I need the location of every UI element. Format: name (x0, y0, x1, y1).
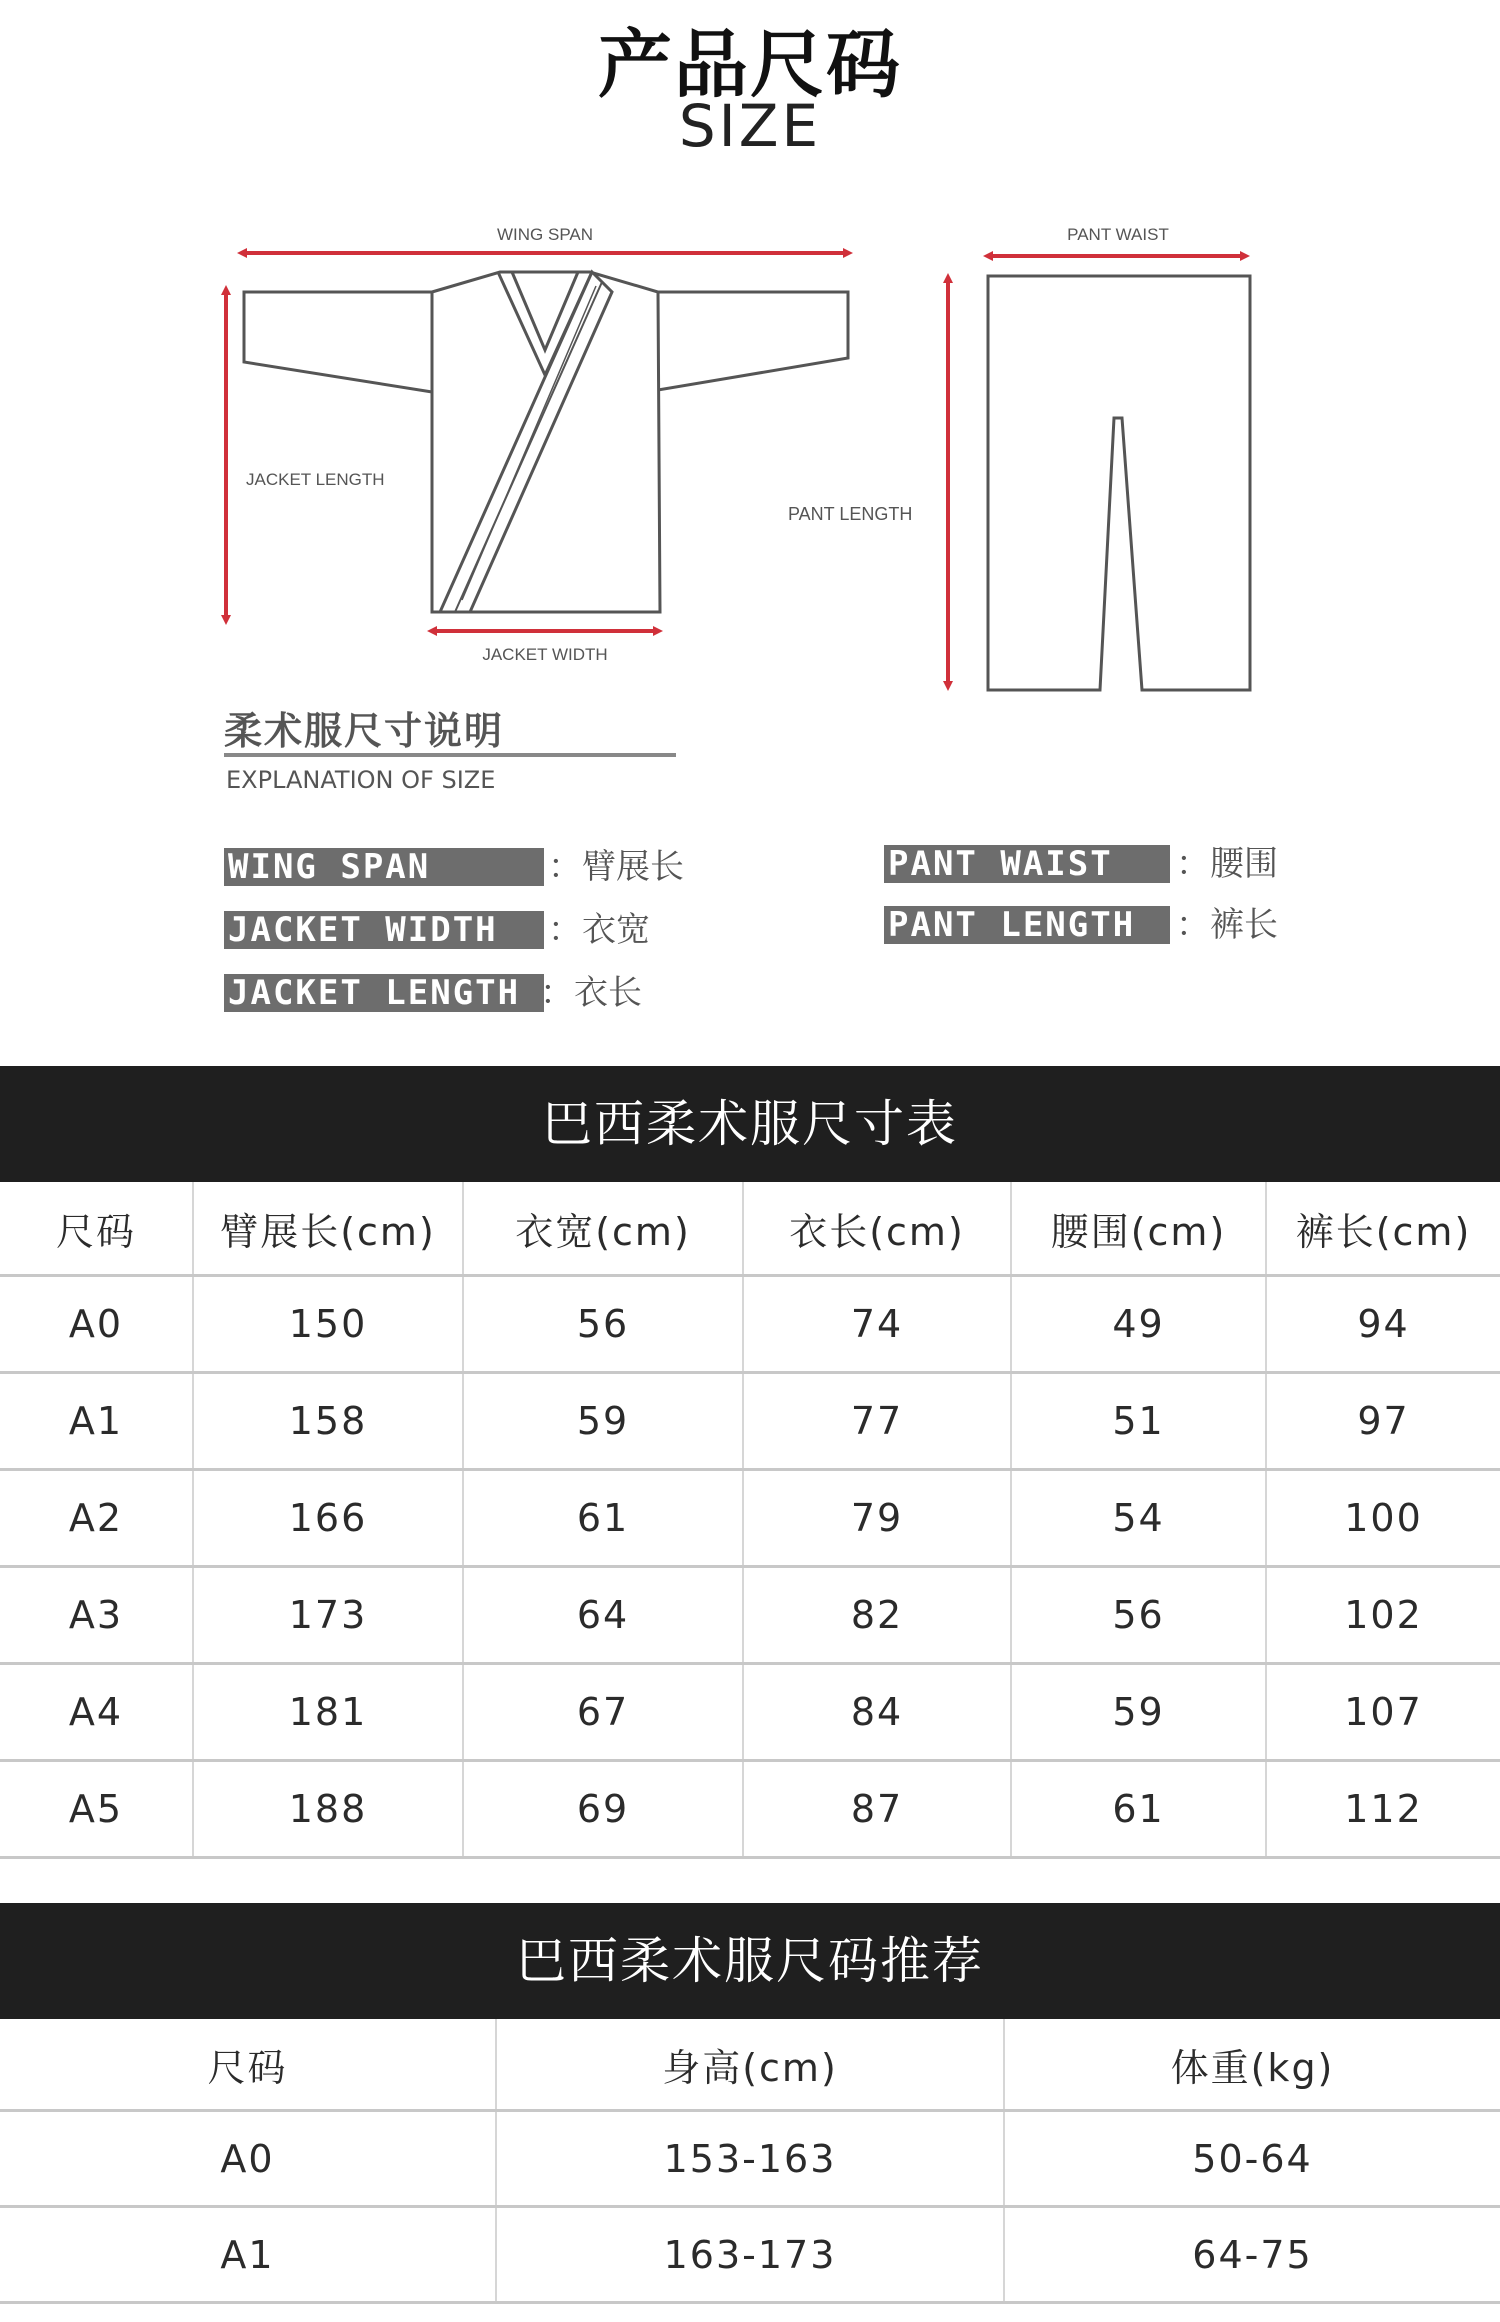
cell: 64 (463, 1567, 743, 1664)
recommend-table-banner: 巴西柔术服尺码推荐 (0, 1903, 1500, 2019)
header-cell: 衣宽(cm) (463, 1182, 743, 1276)
size-table-banner: 巴西柔术服尺寸表 (0, 1066, 1500, 1182)
cell: 50-64 (1004, 2111, 1500, 2207)
cell: 150 (193, 1276, 463, 1373)
cell: 64-75 (1004, 2207, 1500, 2303)
cell: 61 (463, 1470, 743, 1567)
tag-jacket-width-cn: ：衣宽 (548, 910, 650, 950)
cell: 69 (463, 1761, 743, 1858)
cell: 166 (193, 1470, 463, 1567)
cell: 112 (1266, 1761, 1500, 1858)
cell: 59 (1011, 1664, 1266, 1761)
cell: 59 (463, 1373, 743, 1470)
table-row (0, 1567, 1500, 1664)
header-cell: 身高(cm) (496, 2019, 1004, 2111)
size-diagram (0, 200, 1500, 700)
wing-span-label: WING SPAN (496, 225, 594, 244)
table-row (0, 2207, 1500, 2303)
jacket-outline (244, 272, 848, 612)
cell: 100 (1266, 1470, 1500, 1567)
cell: 181 (193, 1664, 463, 1761)
cell: 49 (1011, 1276, 1266, 1373)
cell: 77 (743, 1373, 1011, 1470)
pant-length-label: PANT LENGTH (788, 504, 913, 524)
header-cell: 尺码 (0, 1182, 193, 1276)
pants-outline (988, 276, 1250, 690)
cell: 163-173 (496, 2207, 1004, 2303)
tag-pant-waist: PANT WAIST (884, 845, 1170, 883)
cell: 153-163 (496, 2111, 1004, 2207)
cell: 67 (463, 1664, 743, 1761)
table-row (0, 1373, 1500, 1470)
cell: A3 (0, 1567, 193, 1664)
cell: 97 (1266, 1373, 1500, 1470)
cell: A1 (0, 2207, 496, 2303)
cell: 61 (1011, 1761, 1266, 1858)
cell: 173 (193, 1567, 463, 1664)
table-row (0, 1276, 1500, 1373)
recommend-table (0, 2019, 1500, 2304)
pant-waist-label: PANT WAIST (1067, 225, 1169, 244)
cell: 158 (193, 1373, 463, 1470)
page-subtitle: SIZE (678, 92, 822, 160)
tag-pant-length: PANT LENGTH (884, 906, 1170, 944)
cell: 74 (743, 1276, 1011, 1373)
tag-wing-span-cn: ：臂展长 (548, 847, 684, 887)
cell: 79 (743, 1470, 1011, 1567)
tag-jacket-length: JACKET LENGTH (224, 974, 544, 1012)
cell: A4 (0, 1664, 193, 1761)
cell: 188 (193, 1761, 463, 1858)
table-row (0, 1470, 1500, 1567)
cell: 102 (1266, 1567, 1500, 1664)
size-table-header (0, 1182, 1500, 1276)
cell: A0 (0, 1276, 193, 1373)
cell: A2 (0, 1470, 193, 1567)
header-cell: 臂展长(cm) (193, 1182, 463, 1276)
jacket-width-label: JACKET WIDTH (482, 645, 608, 664)
size-table (0, 1182, 1500, 1859)
header-cell: 腰围(cm) (1011, 1182, 1266, 1276)
cell: 94 (1266, 1276, 1500, 1373)
header-cell: 裤长(cm) (1266, 1182, 1500, 1276)
tag-pant-waist-cn: ：腰围 (1176, 844, 1278, 884)
table-row (0, 2111, 1500, 2207)
table-row (0, 1761, 1500, 1858)
header-cell: 衣长(cm) (743, 1182, 1011, 1276)
cell: 56 (1011, 1567, 1266, 1664)
explanation-subtitle: EXPLANATION OF SIZE (226, 766, 496, 794)
cell: 82 (743, 1567, 1011, 1664)
tag-wing-span: WING SPAN (224, 848, 544, 886)
page-title: 产品尺码 (598, 22, 902, 108)
jacket-length-label: JACKET LENGTH (246, 470, 385, 489)
cell: 56 (463, 1276, 743, 1373)
cell: A0 (0, 2111, 496, 2207)
cell: A1 (0, 1373, 193, 1470)
cell: A5 (0, 1761, 193, 1858)
explanation-title: 柔术服尺寸说明 (224, 709, 505, 753)
cell: 87 (743, 1761, 1011, 1858)
cell: 84 (743, 1664, 1011, 1761)
header-cell: 尺码 (0, 2019, 496, 2111)
table-row (0, 1664, 1500, 1761)
tag-jacket-width: JACKET WIDTH (224, 911, 544, 949)
tag-jacket-length-cn: ：衣长 (540, 973, 642, 1013)
tag-pant-length-cn: ：裤长 (1176, 905, 1278, 945)
cell: 54 (1011, 1470, 1266, 1567)
cell: 107 (1266, 1664, 1500, 1761)
explanation-divider (224, 753, 676, 757)
recommend-table-header (0, 2019, 1500, 2111)
cell: 51 (1011, 1373, 1266, 1470)
header-cell: 体重(kg) (1004, 2019, 1500, 2111)
